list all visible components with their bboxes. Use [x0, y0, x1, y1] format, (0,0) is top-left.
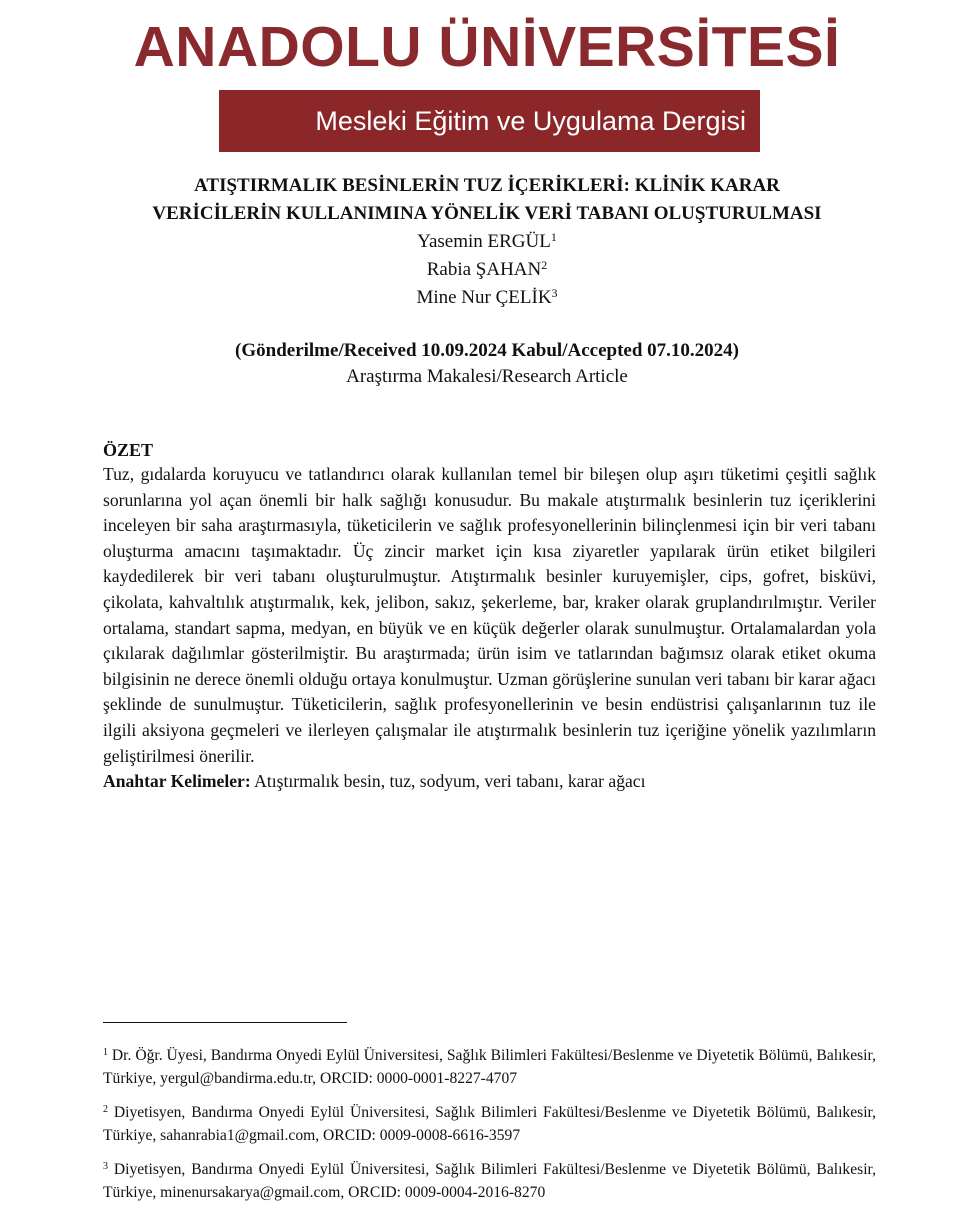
- title-block: [60, 172, 914, 312]
- footnote-ref: 2: [103, 1104, 108, 1115]
- footnote-text: Diyetisyen, Bandırma Onyedi Eylül Üniversitesi, Sağlık Bilimleri Fakültesi/Beslenme ve Diyetetik Bölümü, Balıkesir, Türkiye, sahanrabia1@gmail.com, ORCID: 0009-0008-6616-3597: [103, 1104, 876, 1144]
- author-2: [60, 256, 914, 284]
- article-type: Araştırma Makalesi/Research Article: [346, 366, 628, 387]
- footnote-1: [103, 1044, 876, 1090]
- author-3: [60, 284, 914, 312]
- paper-title-line-2: VERİCİLERİN KULLANIMINA YÖNELİK VERİ TABANI OLUŞTURULMASI: [152, 203, 822, 224]
- footnote-ref: 1: [103, 1047, 108, 1058]
- footnote-ref: 3: [103, 1161, 108, 1172]
- submission-dates: (Gönderilme/Received 10.09.2024 Kabul/Accepted 07.10.2024): [235, 340, 739, 361]
- author-ref: 3: [551, 286, 558, 300]
- university-logo-text: ANADOLU ÜNİVERSİTESİ: [133, 15, 841, 79]
- footnote-text: Diyetisyen, Bandırma Onyedi Eylül Üniversitesi, Sağlık Bilimleri Fakültesi/Beslenme ve Diyetetik Bölümü, Balıkesir, Türkiye, minenursakarya@gmail.com, ORCID: 0009-0004-2016-8270: [103, 1161, 876, 1201]
- footnote-text: Dr. Öğr. Üyesi, Bandırma Onyedi Eylül Üniversitesi, Sağlık Bilimleri Fakültesi/Beslenme ve Diyetetik Bölümü, Balıkesir, Türkiye, yergul@bandirma.edu.tr, ORCID: 0000-0001-8227-4707: [103, 1047, 876, 1087]
- keywords: [103, 769, 876, 795]
- abstract-heading: ÖZET: [103, 440, 154, 460]
- keywords-list: Atıştırmalık besin, tuz, sodyum, veri tabanı, karar ağacı: [254, 771, 646, 792]
- author-name: Yasemin ERGÜL: [417, 231, 551, 252]
- author-name: Rabia ŞAHAN: [426, 259, 542, 280]
- keywords-label: Anahtar Kelimeler:: [103, 771, 251, 792]
- author-1: [60, 228, 914, 256]
- abstract-section: [103, 438, 876, 795]
- dates-block: [60, 337, 914, 389]
- journal-banner: [219, 90, 760, 152]
- author-ref: 2: [541, 258, 548, 272]
- footnote-2: [103, 1101, 876, 1147]
- abstract-text: Tuz, gıdalarda koruyucu ve tatlandırıcı olarak kullanılan temel bir bileşen olup aşırı tüketimi çeşitli sağlık sorunlarına yol açan önemli bir halk sağlığı konusudur. Bu makale atıştırmalık besinlerin tuz içeriklerini inceleyen bir saha araştırmasıyla, tüketicilerin ve sağlık profesyonellerinin bilinçlenmesi için bir veri tabanı oluşturma amacını taşımaktadır. Üç zincir market için kısa ziyaretler yapılarak ürün etiket bilgileri kaydedilerek bir veri tabanı oluşturulmuştur. Atıştırmalık besinler kuruyemişler, cips, gofret, bisküvi, çikolata, kahvaltılık atıştırmalık, kek, jelibon, sakız, şekerleme, bar, kraker olarak gruplandırılmıştır. Veriler ortalama, standart sapma, medyan, en büyük ve en küçük değerler olarak sunulmuştur. Ortalamalardan yola çıkılarak dağılımlar gösterilmiştir. Bu araştırmada; ürün isim ve tatlarından bağımsız olarak etiket okuma bilgisinin ne derece önemli olduğu ortaya konulmuştur. Uzman görüşlerine sunulan veri tabanı bir karar ağacı şeklinde de sunulmuştur. Tüketicilerin, sağlık profesyonellerinin ve besin endüstrisi çalışanlarının tuz ile ilgili aksiyona geçmeleri ve ilerleyen çalışmalar ile atıştırmalık besinlerin tuz içeriğine yönelik yazılımların geliştirilmesi önerilir.: [103, 464, 876, 766]
- footnote-divider: [103, 1022, 347, 1023]
- journal-name: Mesleki Eğitim ve Uygulama Dergisi: [315, 106, 746, 136]
- author-ref: 1: [550, 230, 557, 244]
- journal-header: [0, 0, 974, 160]
- footnotes: [103, 1044, 876, 1215]
- author-name: Mine Nur ÇELİK: [416, 287, 552, 308]
- paper-title-line-1: ATIŞTIRMALIK BESİNLERİN TUZ İÇERİKLERİ: KLİNİK KARAR: [194, 175, 780, 196]
- paper-title: [60, 172, 914, 228]
- footnote-3: [103, 1158, 876, 1204]
